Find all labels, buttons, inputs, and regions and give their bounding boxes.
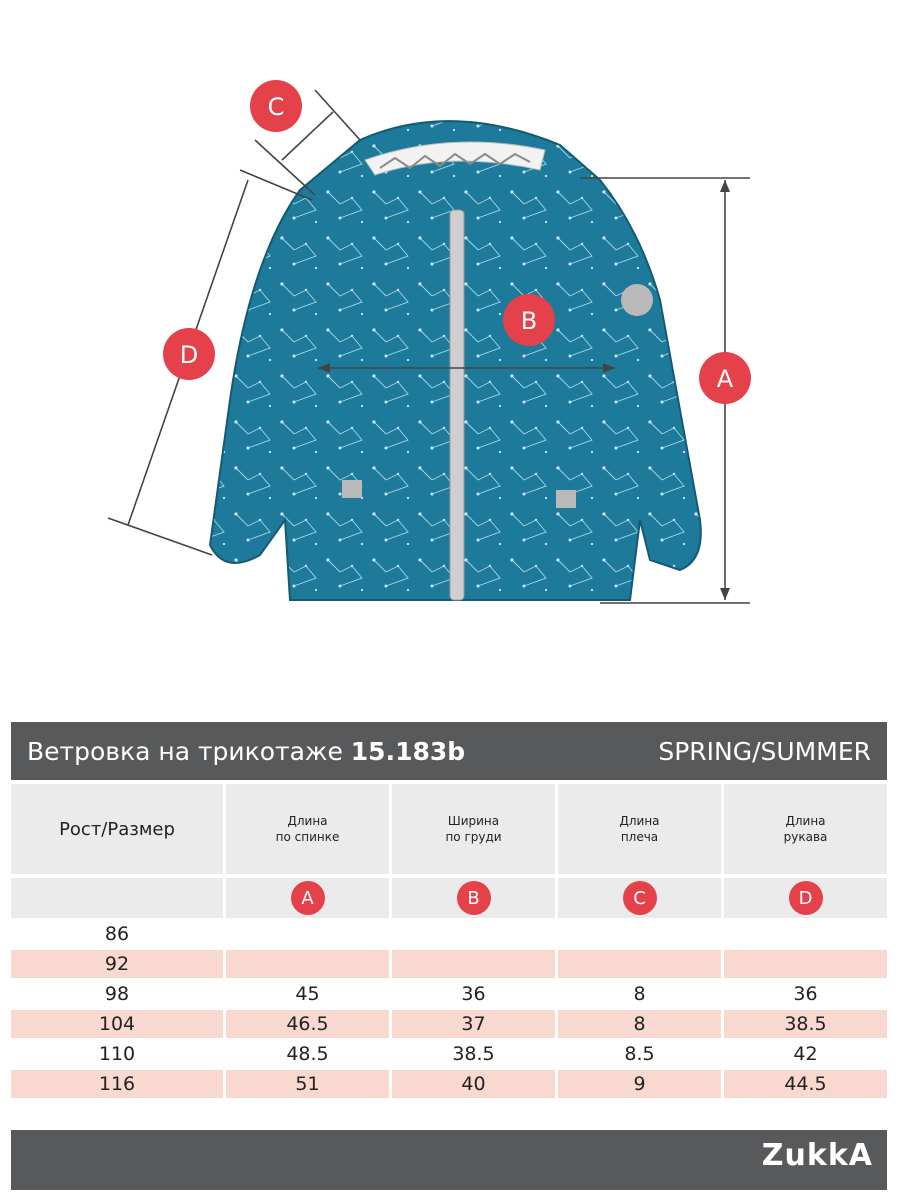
product-title xyxy=(27,737,465,766)
product-model: 15.183b xyxy=(350,736,466,766)
size-cell: 92 xyxy=(11,950,223,978)
title-bar xyxy=(11,722,887,780)
value-d: 42 xyxy=(793,1043,818,1065)
value-b xyxy=(392,950,555,978)
pocket-tab-right xyxy=(556,490,576,508)
value-b xyxy=(392,920,555,948)
col-d-line1: Длина xyxy=(785,814,826,828)
value-c: 8.5 xyxy=(624,1043,655,1065)
size-cell: 104 xyxy=(11,1010,223,1038)
value-c: 8 xyxy=(633,983,646,1005)
season-label: SPRING/SUMMER xyxy=(658,736,871,766)
value-d xyxy=(724,920,887,948)
table-row xyxy=(11,978,887,1008)
letter-badge-a: A xyxy=(291,881,325,915)
table-row xyxy=(11,948,887,978)
value-a: 45 xyxy=(295,983,320,1005)
value-a: 48.5 xyxy=(286,1043,329,1065)
col-c-line1: Длина xyxy=(619,814,660,828)
value-a: 51 xyxy=(226,1070,389,1098)
value-d: 38.5 xyxy=(724,1010,887,1038)
value-c xyxy=(558,920,721,948)
value-b: 37 xyxy=(392,1010,555,1038)
col-b-line1: Ширина xyxy=(447,814,500,828)
letter-row xyxy=(11,878,887,918)
table-row xyxy=(11,1068,887,1098)
product-title-prefix: Ветровка на трикотаже xyxy=(27,736,351,766)
value-a xyxy=(226,920,389,948)
value-d: 44.5 xyxy=(724,1070,887,1098)
value-d: 36 xyxy=(793,983,818,1005)
size-cell: 98 xyxy=(104,983,130,1005)
badge-c xyxy=(250,80,302,132)
table-row xyxy=(11,1008,887,1038)
col-header-a xyxy=(226,784,389,874)
letter-cell-a xyxy=(226,878,389,918)
header-row xyxy=(11,784,887,874)
table-row xyxy=(11,918,887,948)
col-header-d xyxy=(724,784,887,874)
badge-d-label: D xyxy=(179,341,199,369)
badge-a xyxy=(699,352,751,404)
size-table xyxy=(11,784,887,1098)
reflective-patch xyxy=(621,284,653,316)
letter-cell-d xyxy=(724,878,887,918)
letter-badge-c: C xyxy=(623,881,657,915)
letter-badge-b: B xyxy=(457,881,491,915)
letter-cell-b xyxy=(392,878,555,918)
badge-c-label: C xyxy=(267,93,285,121)
size-cell: 110 xyxy=(98,1043,136,1065)
table-row xyxy=(11,1038,887,1068)
badge-a-label: A xyxy=(716,365,734,393)
size-chart xyxy=(11,722,887,1098)
value-c: 9 xyxy=(558,1070,721,1098)
value-b: 36 xyxy=(461,983,486,1005)
letter-row-spacer xyxy=(11,878,223,918)
badge-d xyxy=(163,328,215,380)
col-a-line2: по спинке xyxy=(275,830,340,844)
col-header-c xyxy=(558,784,721,874)
col-b-line2: по груди xyxy=(445,830,502,844)
value-d xyxy=(724,950,887,978)
value-c xyxy=(558,950,721,978)
size-header: Рост/Размер xyxy=(11,784,223,874)
zipper xyxy=(450,210,464,600)
letter-badge-d: D xyxy=(789,881,823,915)
col-c-line2: плеча xyxy=(620,830,659,844)
brand-logo: ZukkA xyxy=(761,1138,873,1173)
footer-bar xyxy=(11,1130,887,1190)
value-c: 8 xyxy=(558,1010,721,1038)
col-header-b xyxy=(392,784,555,874)
pocket-tab-left xyxy=(342,480,362,498)
badge-b-label: B xyxy=(520,307,538,335)
value-b: 40 xyxy=(392,1070,555,1098)
col-a-line1: Длина xyxy=(287,814,328,828)
value-a: 46.5 xyxy=(226,1010,389,1038)
letter-cell-c xyxy=(558,878,721,918)
badge-b xyxy=(503,294,555,346)
value-b: 38.5 xyxy=(452,1043,495,1065)
value-a xyxy=(226,950,389,978)
size-cell: 86 xyxy=(104,923,130,945)
size-cell: 116 xyxy=(11,1070,223,1098)
col-d-line2: рукава xyxy=(783,830,828,844)
